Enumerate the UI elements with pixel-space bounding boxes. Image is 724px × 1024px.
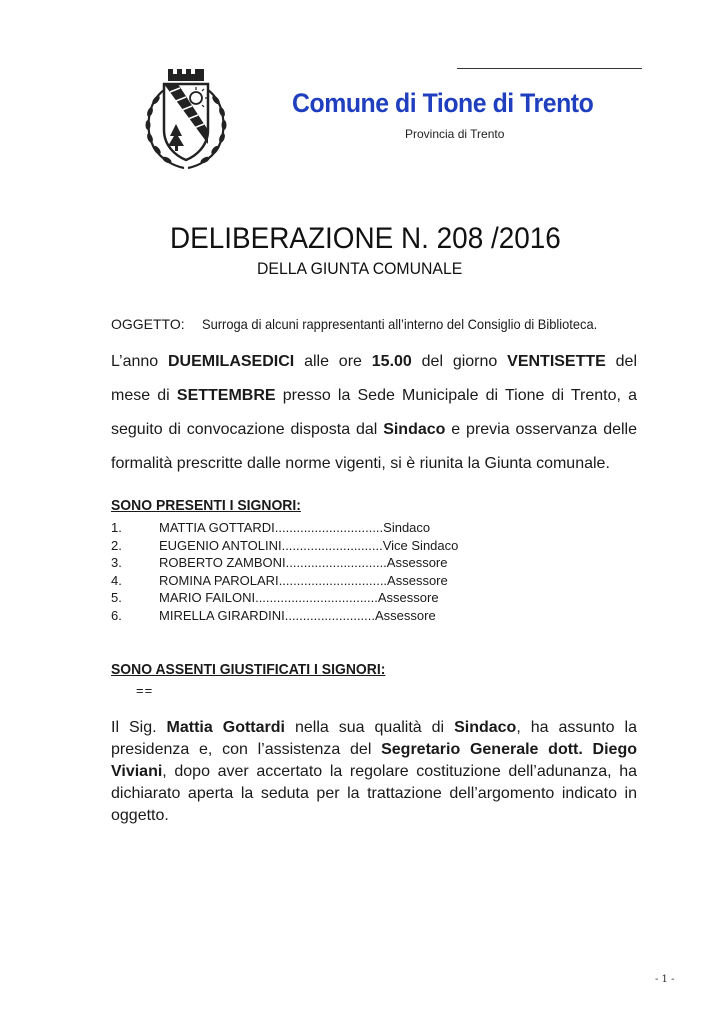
meeting-month: SETTEMBRE — [176, 387, 276, 404]
list-item: 4. ROMINA PAROLARI .............................. Assessore — [111, 572, 448, 588]
header-rule — [457, 68, 642, 69]
absent-members-value: == — [136, 683, 154, 698]
list-item: 2. EUGENIO ANTOLINI ............................ Vice Sindaco — [111, 537, 459, 553]
closing-paragraph: Il Sig. Mattia Gottardi nella sua qualità di Sindaco, ha assunto la presidenza e, con l’assistenza del Segretario Generale dott. Diego Viviani, dopo aver accertato la regolare costituzione dell’adunanza, ha dichiarato aperta la seduta per la trattazione dell’argomento indicato in oggetto. — [111, 719, 638, 824]
president-role: Sindaco — [454, 719, 517, 736]
list-item: 5. MARIO FAILONI .................................. Assessore — [111, 590, 439, 606]
meeting-year: DUEMILASEDICI — [168, 353, 295, 370]
page-number: - 1 - — [655, 974, 675, 985]
document-title: DELIBERAZIONE N. 208 /2016 — [170, 222, 561, 255]
municipality-title: Comune di Tione di Trento — [292, 88, 594, 118]
subject-text: Surroga di alcuni rappresentanti all’interno del Consiglio di Biblioteca. — [202, 316, 598, 332]
convener: Sindaco — [383, 421, 446, 438]
absent-members-heading: SONO ASSENTI GIUSTIFICATI I SIGNORI: — [111, 661, 386, 678]
president-name: Mattia Gottardi — [166, 719, 285, 736]
present-members-list — [111, 519, 458, 625]
secretary-name: Segretario Generale dott. Diego Viviani — [111, 741, 637, 780]
document-subtitle: DELLA GIUNTA COMUNALE — [257, 259, 463, 278]
subject-label: OGGETTO: — [111, 316, 185, 332]
meeting-time: 15.00 — [371, 353, 412, 370]
meeting-day: VENTISETTE — [507, 353, 606, 370]
list-item: 1. MATTIA GOTTARDI .............................. Sindaco — [111, 520, 431, 535]
meeting-intro-paragraph: L’anno DUEMILASEDICI alle ore 15.00 del giorno VENTISETTE del mese di SETTEMBRE presso la Sede Municipale di Tione di Trento, a seguito di convocazione disposta dal Sindaco e previa osservanza delle formalità prescritte dalle norme vigenti, si è riunita la Giunta comunale. — [111, 353, 638, 472]
present-members-heading: SONO PRESENTI I SIGNORI: — [111, 497, 301, 514]
municipal-coat-of-arms-icon — [134, 68, 238, 172]
province-subtitle: Provincia di Trento — [405, 127, 505, 141]
list-item: 3. ROBERTO ZAMBONI ............................ Assessore — [111, 555, 448, 571]
list-item: 6. MIRELLA GIRARDINI ......................... Assessore — [111, 607, 436, 623]
